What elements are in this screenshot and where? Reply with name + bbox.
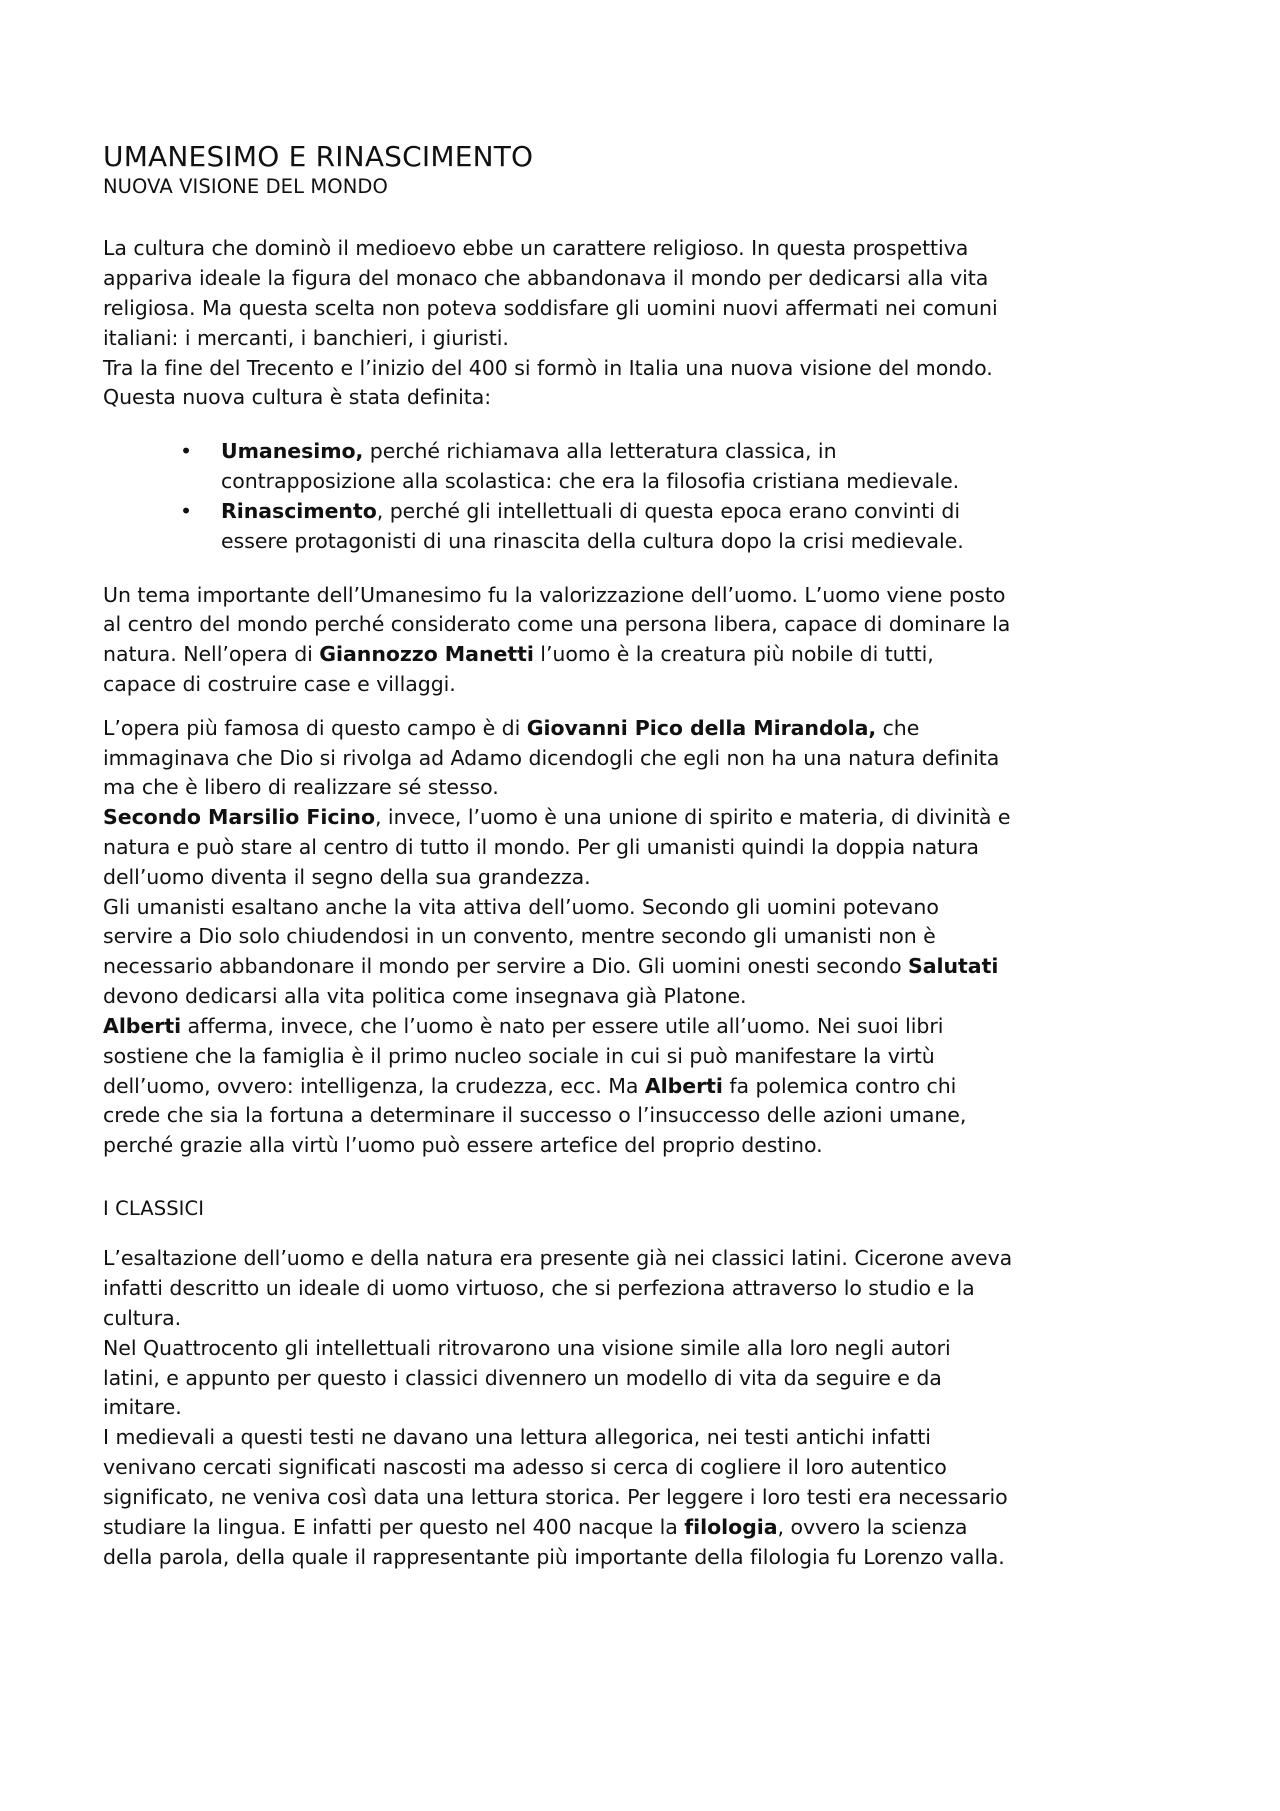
bullet-icon: • — [180, 498, 193, 523]
spacer — [103, 700, 1013, 714]
paragraph-text: L’opera più famosa di questo campo è di — [103, 715, 527, 740]
emphasis-alberti-2: Alberti — [644, 1073, 723, 1098]
emphasis-filologia: filologia — [684, 1514, 778, 1539]
spacer — [103, 413, 1013, 437]
paragraph-ficino — [103, 803, 1013, 892]
paragraph-text: devono dedicarsi alla vita politica come insegnava già Platone. — [103, 984, 747, 1009]
paragraph-intro: La cultura che dominò il medioevo ebbe un carattere religioso. In questa prospettiva appariva ideale la figura del monaco che abbandonava il mondo per dedicarsi alla vita religiosa. Ma questa scelta non poteva soddisfare gli uomini nuovi affermati nei comuni italiani: i mercanti, i banchieri, i giuristi. — [103, 236, 998, 350]
paragraph-pico — [103, 714, 1013, 803]
list-item-term: Rinascimento — [221, 498, 377, 523]
list-item-text: perché richiamava alla letteratura classica, in contrapposizione alla scolastica: che era la filosofia cristiana medievale. — [221, 439, 960, 494]
spacer — [103, 557, 1013, 581]
paragraph-text: l’uomo è la creatura più nobile di tutti, capace di costruire case e villaggi. — [103, 642, 934, 696]
emphasis-salutati: Salutati — [908, 954, 999, 979]
paragraph-manetti — [103, 581, 1013, 700]
page-subtitle: NUOVA VISIONE DEL MONDO — [103, 175, 388, 199]
document-body — [103, 140, 1013, 1572]
paragraph-intro-2: Tra la fine del Trecento e l’inizio del 400 si formò in Italia una nuova visione del mondo. Questa nuova cultura è stata definita: — [103, 355, 993, 410]
paragraph-classici-2: Nel Quattrocento gli intellettuali ritrovarono una visione simile alla loro negli autori latini, e appunto per questo i classici divennero un modello di vita da seguire e da imitare. — [103, 1335, 951, 1420]
paragraph-text: afferma, invece, che l’uomo è nato per essere utile all’uomo. Nei suoi libri sostiene che la famiglia è il primo nucleo sociale in cui si può manifestare la virtù dell’uomo, ovvero: intelligenza, la crudezza, ecc. Ma — [103, 1013, 944, 1098]
paragraph-classici-1: L’esaltazione dell’uomo e della natura era presente già nei classici latini. Cicerone aveva infatti descritto un ideale di uomo virtuoso, che si perfeziona attraverso lo studio e la cultura. — [103, 1246, 1013, 1330]
page-title: UMANESIMO E RINASCIMENTO — [103, 140, 534, 173]
paragraph-text: Un tema importante dell’Umanesimo fu la valorizzazione dell’uomo. L’uomo viene posto al centro del mondo perché considerato come una persona libera, capace di dominare la natura. Nell’opera di — [103, 582, 1011, 667]
list-item-term: Umanesimo, — [221, 439, 364, 464]
list-item-text: , perché gli intellettuali di questa epoca erano convinti di essere protagonisti di una rinascita della cultura dopo la crisi medievale. — [221, 498, 964, 553]
section-heading-classici: I CLASSICI — [103, 1196, 205, 1220]
spacer — [103, 1220, 1013, 1244]
paragraph-text: che immaginava che Dio si rivolga ad Adamo dicendogli che egli non ha una natura definita ma che è libero di realizzare sé stesso. — [103, 715, 1000, 800]
list-item — [180, 437, 1013, 497]
paragraph-text: , ovvero la scienza della parola, della quale il rappresentante più importante della filologia fu Lorenzo valla. — [103, 1514, 1005, 1569]
spacer — [103, 1161, 1013, 1197]
paragraph-text: fa polemica contro chi crede che sia la fortuna a determinare il successo o l’insuccesso delle azioni umane, perché grazie alla virtù l’uomo può essere artefice del proprio destino. — [103, 1073, 967, 1158]
paragraph-alberti — [103, 1012, 1013, 1161]
spacer — [103, 198, 1013, 234]
paragraph-text: I medievali a questi testi ne davano una lettura allegorica, nei testi antichi infatti venivano cercati significati nascosti ma adesso si cerca di cogliere il loro autentico significato, ne veniva così data una lettura storica. Per leggere i loro testi era necessario studiare la lingua. E infatti per questo nel 400 nacque la — [103, 1425, 1008, 1539]
bullet-icon: • — [180, 439, 193, 464]
emphasis-giannozzo-manetti: Giannozzo Manetti — [319, 642, 534, 667]
paragraph-text: , invece, l’uomo è una unione di spirito e materia, di divinità e natura e può stare al centro di tutto il mondo. Per gli umanisti quindi la doppia natura dell’uomo diventa il segno della sua grandezza. — [103, 805, 1011, 889]
emphasis-marsilio-ficino: Secondo Marsilio Ficino — [103, 805, 375, 830]
list-item — [180, 497, 1013, 557]
definition-list — [103, 437, 1013, 556]
paragraph-text: Gli umanisti esaltano anche la vita attiva dell’uomo. Secondo gli uomini potevano servire a Dio solo chiudendosi in un convento, mentre secondo gli umanisti non è necessario abbandonare il mondo per servire a Dio. Gli uomini onesti secondo — [103, 894, 939, 979]
emphasis-alberti-1: Alberti — [103, 1013, 182, 1038]
paragraph-classici-3 — [103, 1423, 1013, 1572]
paragraph-salutati — [103, 893, 1013, 1012]
emphasis-pico-della-mirandola: Giovanni Pico della Mirandola, — [526, 715, 877, 740]
